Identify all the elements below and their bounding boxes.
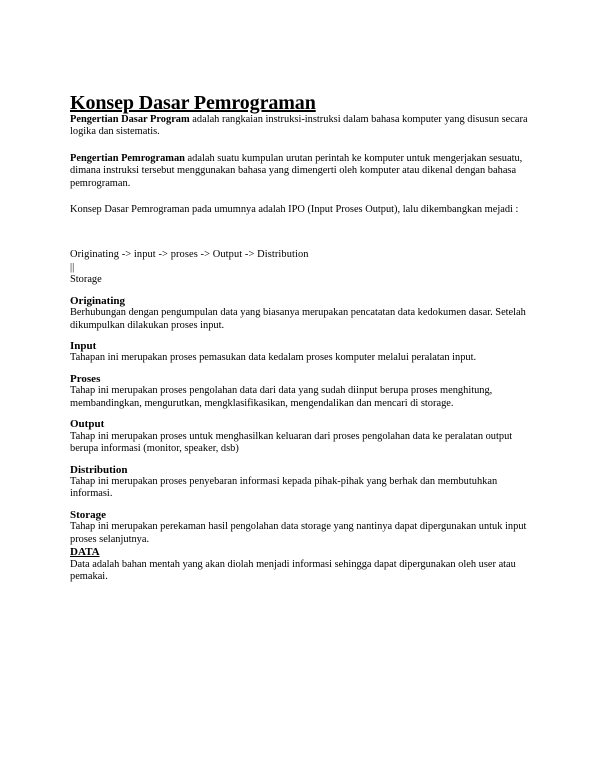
flow-storage: Storage — [70, 274, 102, 286]
section-storage — [70, 509, 540, 584]
spacer — [70, 216, 540, 249]
definition-pemrograman-text: adalah suatu kumpulan urutan perintah ke komputer untuk mengerjakan sesuatu, dimana instruksi tersebut menggunakan bahasa yang dimengerti oleh komputer atau dikenal dengan bahasa pemrograman. — [70, 152, 523, 189]
section-body: Tahap ini merupakan proses untuk menghasilkan keluaran dari proses pengolahan data ke peralatan output berupa informasi (monitor, speaker, dsb) — [70, 430, 513, 455]
section-heading: Input — [70, 339, 97, 352]
section-proses — [70, 373, 540, 410]
section-body: Berhubungan dengan pengumpulan data yang biasanya merupakan pencatatan data kedokumen dasar. Setelah dikumpulkan dilakukan proses input. — [70, 307, 526, 331]
definition-program-term: Pengertian Dasar Program — [70, 114, 190, 125]
section-body: Tahap ini merupakan proses penyebaran informasi kepada pihak-pihak yang berhak dan membutuhkan informasi. — [70, 476, 498, 500]
section-heading: Proses — [70, 372, 101, 385]
section-heading: Output — [70, 418, 105, 431]
section-body: Tahap ini merupakan perekaman hasil pengolahan data storage yang nantinya dapat dipergunakan untuk input proses selanjutnya. — [70, 521, 527, 545]
spacer — [70, 139, 540, 153]
data-body: Data adalah bahan mentah yang akan diolah menjadi informasi sehingga dapat dipergunakan oleh user atau pemakai. — [70, 558, 516, 583]
definition-pemrograman — [70, 153, 540, 190]
definition-pemrograman-term: Pengertian Pemrograman — [70, 152, 185, 164]
page-title: Konsep Dasar Pemrograman — [70, 92, 316, 114]
flow-line: Originating -> input -> proses -> Output -> Distribution — [70, 249, 309, 261]
section-body: Tahap ini merupakan proses pengolahan data dari data yang sudah diinput berupa proses menghitung, membandingkan, mengurutkan, mengklasifikasikan, mengendalikan dan mencari di storage. — [70, 385, 493, 409]
section-body: Tahapan ini merupakan proses pemasukan data kedalam proses komputer melalui peralatan input. — [70, 352, 477, 364]
section-heading: Storage — [70, 508, 107, 521]
section-heading: Distribution — [70, 463, 128, 476]
section-originating — [70, 295, 540, 332]
document-page — [70, 92, 540, 583]
section-heading: Originating — [70, 294, 126, 307]
section-distribution — [70, 464, 540, 501]
section-output — [70, 418, 540, 455]
data-heading: DATA — [70, 546, 100, 559]
definition-program — [70, 114, 540, 139]
section-input — [70, 340, 540, 365]
ipo-intro: Konsep Dasar Pemrograman pada umumnya adalah IPO (Input Proses Output), lalu dikembangkan mejadi : — [70, 204, 519, 216]
flow-connector: || — [70, 261, 75, 273]
definition-program-text: adalah rangkaian instruksi-instruksi dalam bahasa komputer yang disusun secara logika dan sistematis. — [70, 114, 528, 138]
spacer — [70, 190, 540, 204]
